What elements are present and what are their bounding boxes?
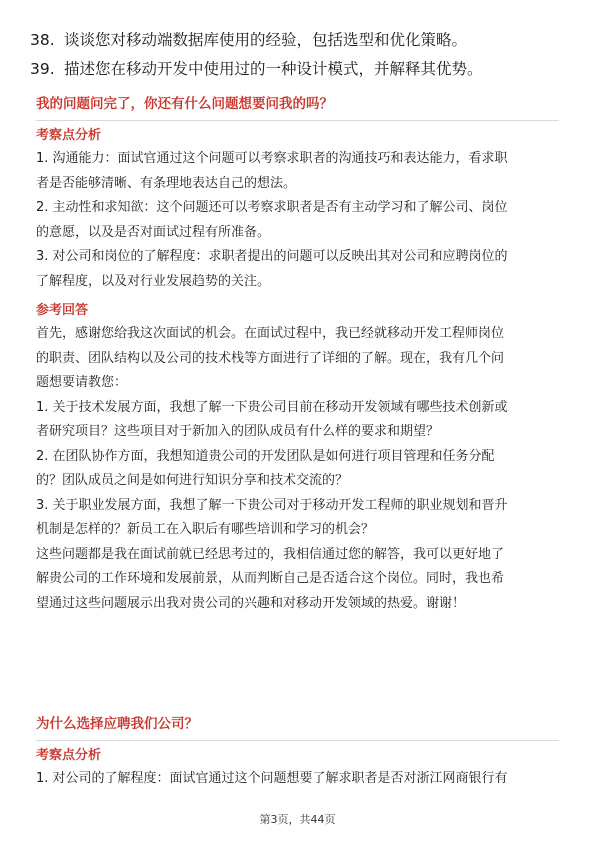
question-item-39 bbox=[30, 55, 570, 84]
text-line: 1. 沟通能力：面试官通过这个问题可以考察求职者的沟通技巧和表达能力，看求职 bbox=[36, 151, 508, 166]
question-item-38 bbox=[30, 26, 570, 55]
text-line: 的意愿，以及是否对面试过程有所准备。 bbox=[36, 224, 271, 240]
text-line: 机制是怎样的？新员工在入职后有哪些培训和学习的机会？ bbox=[36, 522, 375, 537]
analysis-heading: 考察点分析 bbox=[36, 748, 102, 763]
section-title: 为什么选择应聘我们公司？ bbox=[36, 712, 559, 741]
text-line: 这些问题都是我在面试前就已经思考过的，我相信通过您的解答，我可以更好地了 bbox=[36, 546, 505, 562]
question-text: 描述您在移动开发中使用过的一种设计模式，并解释其优势。 bbox=[64, 60, 483, 78]
section-more-questions bbox=[36, 92, 559, 616]
text-line: 望通过这些问题展示出我对贵公司的兴趣和对移动开发领域的热爱。谢谢！ bbox=[36, 595, 466, 611]
text-line: 者研究项目？这些项目对于新加入的团队成员有什么样的要求和期望？ bbox=[36, 424, 440, 439]
text-line: 3. 关于职业发展方面，我想了解一下贵公司对于移动开发工程师的职业规划和晋升 bbox=[36, 497, 508, 513]
page-footer: 第3页，共44页 bbox=[259, 813, 336, 826]
question-number: 38. bbox=[30, 31, 55, 49]
analysis-heading: 考察点分析 bbox=[36, 128, 102, 143]
section-title: 我的问题问完了，你还有什么问题想要问我的吗？ bbox=[36, 92, 559, 121]
question-text: 谈谈您对移动端数据库使用的经验，包括选型和优化策略。 bbox=[64, 31, 468, 49]
question-number: 39. bbox=[30, 60, 55, 78]
text-line: 的职责、团队结构以及公司的技术栈等方面进行了详细的了解。现在，我有几个问 bbox=[36, 350, 505, 366]
text-line: 的？团队成员之间是如何进行知识分享和技术交流的？ bbox=[36, 473, 349, 488]
analysis-paragraph bbox=[36, 767, 559, 792]
text-line: 解贵公司的工作环境和发展前景，从而判断自己是否适合这个岗位。同时，我也希 bbox=[36, 571, 505, 586]
text-line: 1. 关于技术发展方面，我想了解一下贵公司目前在移动开发领域有哪些技术创新或 bbox=[36, 399, 508, 415]
text-line: 题想要请教您： bbox=[36, 375, 128, 390]
answer-paragraph bbox=[36, 322, 559, 616]
answer-heading: 参考回答 bbox=[36, 303, 89, 318]
analysis-paragraph bbox=[36, 147, 559, 294]
question-list bbox=[30, 26, 570, 84]
text-line: 了解程度，以及对行业发展趋势的关注。 bbox=[36, 273, 271, 289]
text-line: 1. 对公司的了解程度：面试官通过这个问题想要了解求职者是否对浙江网商银行有 bbox=[36, 771, 508, 786]
section-why-us bbox=[36, 712, 559, 792]
text-line: 首先，感谢您给我这次面试的机会。在面试过程中，我已经就移动开发工程师岗位 bbox=[36, 326, 505, 341]
text-line: 2. 主动性和求知欲：这个问题还可以考察求职者是否有主动学习和了解公司、岗位 bbox=[36, 200, 508, 215]
text-line: 3. 对公司和岗位的了解程度：求职者提出的问题可以反映出其对公司和应聘岗位的 bbox=[36, 249, 508, 264]
text-line: 2. 在团队协作方面，我想知道贵公司的开发团队是如何进行项目管理和任务分配 bbox=[36, 448, 495, 464]
text-line: 者是否能够清晰、有条理地表达自己的想法。 bbox=[36, 175, 297, 191]
